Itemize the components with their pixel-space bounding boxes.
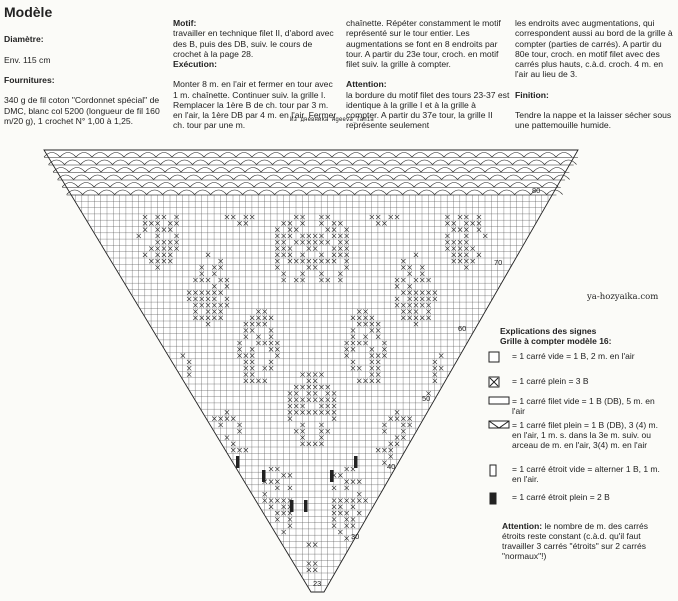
row-number-80: 80 <box>532 186 541 195</box>
attention-label-1: Attention: <box>346 79 387 90</box>
row-number-40: 40 <box>387 462 396 471</box>
narrow-empty-icon <box>488 464 502 478</box>
narrow-filled-cell <box>290 500 294 512</box>
watermark-text: Из дневника Ageeva_Tania <box>290 117 374 123</box>
empty-square-icon <box>488 351 502 363</box>
augmentations-text: les endroits avec augmentations, qui correspondent aussi au bord de la grille à compter (parties de carrés). A partir du 80e tour, croch. en motif filet avec des carrés plus hauts, c.à.d. croch. 4 m. en l'air au lieu de 3. <box>515 18 673 80</box>
legend-subtitle: Grille à compter modèle 16: <box>500 336 612 346</box>
execution-label: Exécution: <box>173 59 217 70</box>
attention-label: Attention: <box>502 521 543 531</box>
row-number-60: 60 <box>458 324 467 333</box>
narrow-filled-cell <box>304 500 308 512</box>
attention-text: le nombre de m. des carrés étroits reste constant (c.à.d. qu'il faut travailler 3 carrés "étroits" sur 2 carrés "normaux"!) <box>502 521 648 561</box>
narrow-filled-cell <box>236 456 240 468</box>
narrow-filled-cell <box>354 456 358 468</box>
row-number-70: 70 <box>494 258 503 267</box>
legend-text: = 1 carré étroit plein = 2 B <box>512 492 610 502</box>
chart-outline <box>44 150 578 592</box>
execution-cont-text: chaînette. Répéter constamment le motif représenté sur le tour entier. Les augmentations se font en 8 endroits par tour. A partir du 23e tour, croch. en motif filet suiv. la grille à compter. <box>346 18 501 70</box>
legend-text: = 1 carré filet plein = 1 B (DB), 3 (4) m. en l'air, 1 m. s. dans la 3e m. suiv. ou arceau de m. en l'air, 3(4) m. en l'air <box>512 420 658 450</box>
narrow-filled-cell <box>330 470 334 482</box>
attention-note <box>502 521 672 561</box>
fournitures-value: 340 g de fil coton "Cordonnet spécial" de DMC, blanc col 5200 (longueur de fil 160 m/20 g), 1 crochet N° 1,00 à 1,25. <box>4 95 160 126</box>
legend-text: = 1 carré étroit vide = alterner 1 B, 1 m. en l'air. <box>512 464 660 484</box>
diametre-label: Diamètre: <box>4 34 44 45</box>
row-number-30: 30 <box>351 532 360 541</box>
legend-text: = 1 carré vide = 1 B, 2 m. en l'air <box>512 351 635 361</box>
fournitures-label: Fournitures: <box>4 75 55 86</box>
filled-filet-icon <box>488 420 512 430</box>
page-title: Modèle <box>4 4 53 20</box>
motif-label: Motif: <box>173 18 197 29</box>
site-watermark: ya-hozyaika.com <box>587 292 659 302</box>
chart-grid <box>44 150 578 592</box>
diametre-value: Env. 115 cm <box>4 54 51 65</box>
narrow-filled-icon <box>488 492 502 506</box>
narrow-filled-cell <box>262 470 266 482</box>
finition-label: Finition: <box>515 89 549 100</box>
row-number-50: 50 <box>422 394 431 403</box>
motif-value: travailler en technique filet II, d'abord avec des B, puis des DB, suiv. le cours de crochet à la page 28. <box>173 28 334 59</box>
finition-value: Tendre la nappe et la laisser sécher sous une pattemouille humide. <box>515 110 672 131</box>
legend-title: Explications des signes <box>500 326 597 336</box>
execution-value: Monter 8 m. en l'air et fermer en tour avec 1 m. chaînette. Continuer suiv. la grille I. Remplacer la 1ère B de ch. tour par 3 m. en l'air, la 1ère DB par 4 m. en l'air. Fermer ch. tour par une m. <box>173 79 337 131</box>
filled-square-icon <box>488 376 502 388</box>
empty-filet-icon <box>488 396 512 406</box>
attention-value-1: la bordure du motif filet des tours 23-37 est identique à la grille I et à la grille à compter. A partir du 37e tour, la grille II représente seulement <box>346 89 510 131</box>
row-number-23: 23 <box>313 579 322 588</box>
legend-text: = 1 carré filet vide = 1 B (DB), 5 m. en l'air <box>512 396 655 416</box>
legend-text: = 1 carré plein = 3 B <box>512 376 589 386</box>
